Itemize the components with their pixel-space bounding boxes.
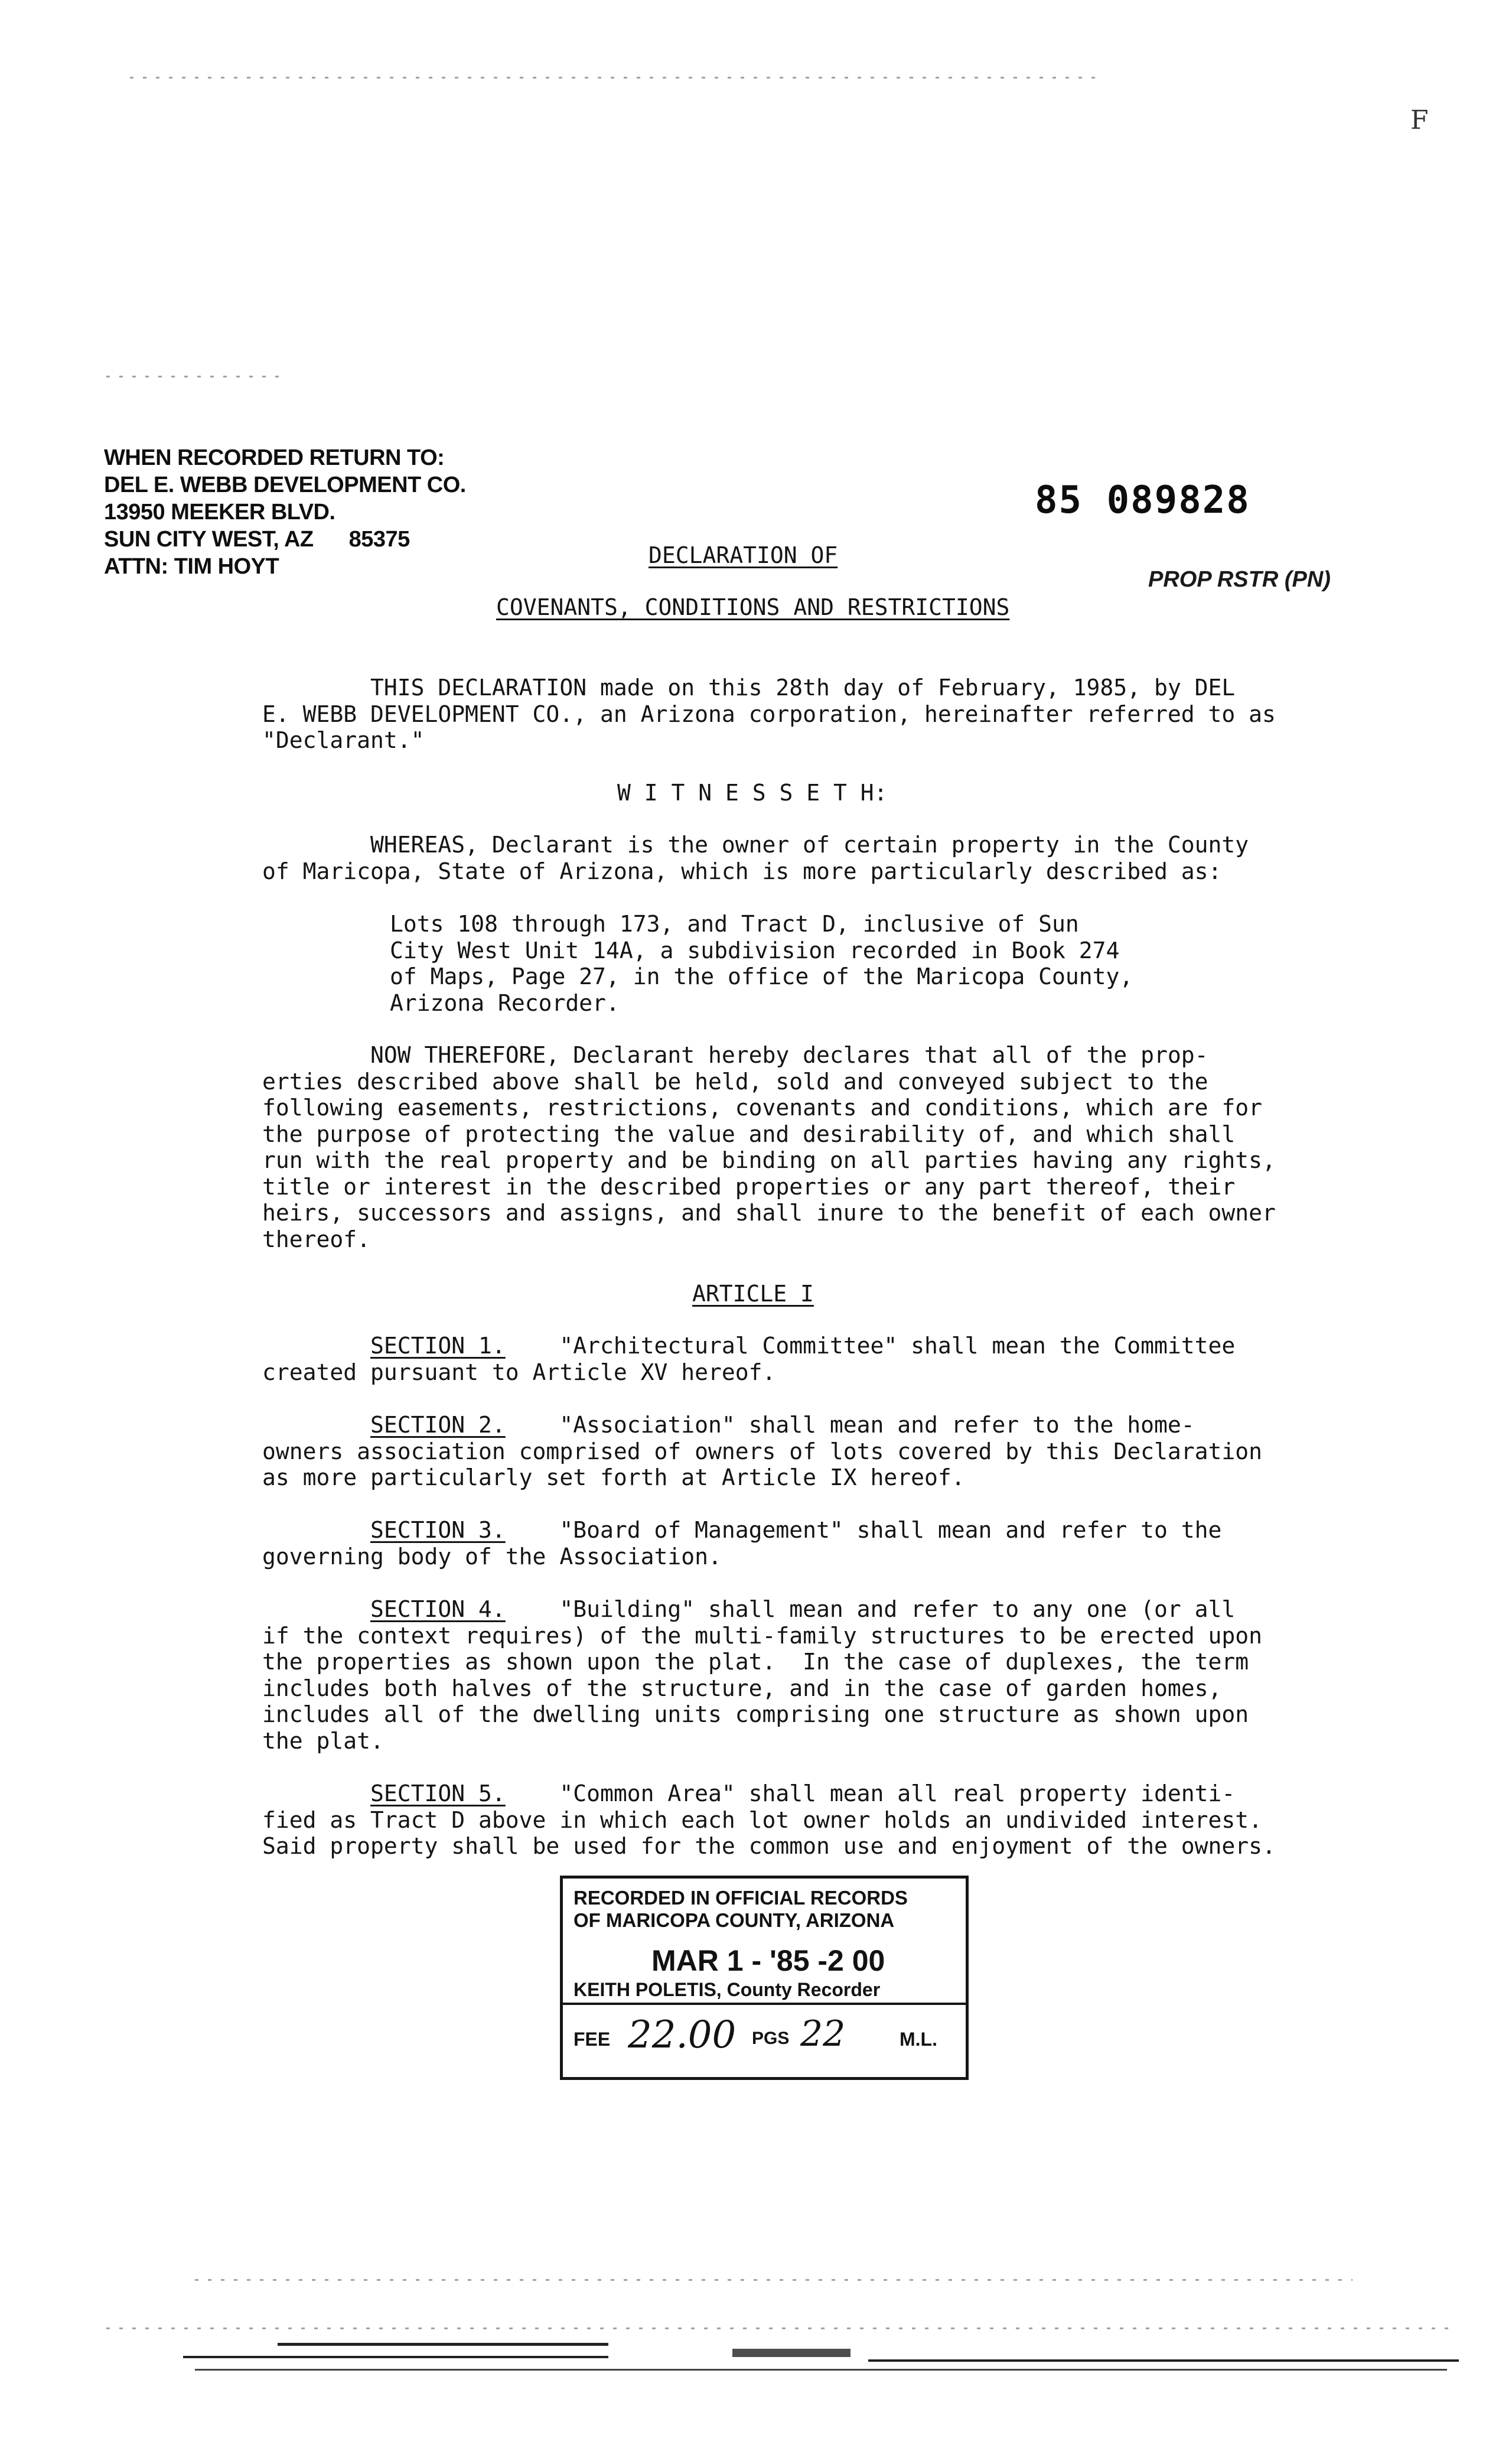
recorder-stamp (560, 1876, 969, 2080)
section-first-line (262, 1517, 1221, 1544)
legal-line: of Maps, Page 27, in the office of the Maricopa County, (390, 963, 1133, 989)
section-line: created pursuant to Article XV hereof. (262, 1359, 776, 1385)
scan-rule (195, 2369, 1447, 2371)
section-first-line (262, 1596, 1262, 1623)
scan-artifact-bottom (195, 2279, 1353, 2281)
body-line: following easements, restrictions, covenants and conditions, which are for (262, 1095, 1262, 1121)
return-line-3: 13950 MEEKER BLVD. (104, 500, 335, 525)
scan-artifact-bottom-2 (106, 2327, 1453, 2329)
stamp-line-1: RECORDED IN OFFICIAL RECORDS (573, 1887, 908, 1909)
section-line: as more particularly set forth at Article IX hereof. (262, 1464, 965, 1490)
section-line: the plat. (262, 1727, 384, 1754)
section-first-line (262, 1333, 1235, 1359)
section-3 (262, 1517, 1221, 1570)
return-address-block (104, 444, 466, 580)
body-line: NOW THEREFORE, Declarant hereby declares that all of the prop- (262, 1042, 1208, 1068)
scan-rule (278, 2343, 608, 2346)
stamp-divider (563, 2003, 966, 2005)
section-label: SECTION 3. (370, 1517, 506, 1543)
body-line: heirs, successors and assigns, and shall inure to the benefit of each owner (262, 1200, 1276, 1226)
return-line-2: DEL E. WEBB DEVELOPMENT CO. (104, 473, 466, 497)
witnesseth-heading: W I T N E S S E T H: (617, 780, 888, 806)
intro-line: THIS DECLARATION made on this 28th day of February, 1985, by DEL (262, 675, 1236, 701)
whereas-line: of Maricopa, State of Arizona, which is more particularly described as: (262, 858, 1222, 884)
now-therefore-paragraph (262, 1042, 1276, 1252)
stamp-fee-label: FEE (573, 2029, 611, 2050)
intro-line: "Declarant." (262, 727, 425, 753)
section-text: "Board of Management" shall mean and refer to the (505, 1517, 1222, 1543)
intro-line: E. WEBB DEVELOPMENT CO., an Arizona corporation, hereinafter referred to as (262, 701, 1276, 727)
stamp-pgs-label: PGS (752, 2029, 790, 2048)
whereas-paragraph (262, 832, 1249, 884)
stamp-recorder: KEITH POLETIS, County Recorder (573, 1979, 881, 2000)
body-line: erties described above shall be held, sold and conveyed subject to the (262, 1068, 1208, 1095)
section-text: "Building" shall mean and refer to any one (or all (505, 1596, 1236, 1622)
section-1 (262, 1333, 1235, 1385)
section-4 (262, 1596, 1262, 1754)
section-line: fied as Tract D above in which each lot owner holds an undivided interest. (262, 1806, 1262, 1833)
section-2 (262, 1412, 1262, 1491)
section-line: the properties as shown upon the plat. In the case of duplexes, the term (262, 1649, 1249, 1675)
section-text: "Association" shall mean and refer to the home- (505, 1412, 1195, 1438)
section-line: Said property shall be used for the common use and enjoyment of the owners. (262, 1833, 1276, 1859)
section-line: if the context requires) of the multi-family structures to be erected upon (262, 1622, 1262, 1649)
stamp-pgs-value: 22 (800, 2013, 846, 2055)
section-label: SECTION 2. (370, 1412, 506, 1438)
title-line-2: COVENANTS, CONDITIONS AND RESTRICTIONS (496, 594, 1010, 620)
section-text: "Architectural Committee" shall mean the Committee (505, 1333, 1236, 1359)
return-zip: 85375 (348, 527, 410, 552)
record-number: 85 089828 (1035, 478, 1250, 522)
legal-line: Arizona Recorder. (390, 989, 620, 1016)
section-label: SECTION 4. (370, 1596, 506, 1622)
section-label: SECTION 5. (370, 1780, 506, 1806)
stamp-line-2: OF MARICOPA COUNTY, ARIZONA (573, 1909, 895, 1931)
stamp-date: MAR 1 - '85 -2 00 (651, 1944, 885, 1977)
section-5 (262, 1780, 1276, 1860)
intro-paragraph (262, 675, 1276, 754)
body-line: run with the real property and be binding on all parties having any rights, (262, 1147, 1276, 1173)
section-text: "Common Area" shall mean all real property identi- (505, 1780, 1236, 1806)
section-first-line (262, 1780, 1276, 1807)
legal-line: City West Unit 14A, a subdivision recorded in Book 274 (390, 937, 1120, 963)
body-line: thereof. (262, 1226, 371, 1252)
section-label: SECTION 1. (370, 1333, 506, 1359)
scan-rule (732, 2349, 850, 2357)
stamp-fee-value: 22.00 (628, 2013, 737, 2057)
return-line-5: ATTN: TIM HOYT (104, 554, 279, 579)
section-first-line (262, 1412, 1262, 1438)
whereas-line: WHEREAS, Declarant is the owner of certain property in the County (262, 832, 1249, 858)
title-line-1: DECLARATION OF (649, 542, 838, 568)
legal-line: Lots 108 through 173, and Tract D, inclusive of Sun (390, 911, 1079, 937)
scan-rule (868, 2359, 1459, 2362)
legal-description (390, 911, 1133, 1016)
body-line: title or interest in the described properties or any part thereof, their (262, 1173, 1236, 1200)
return-line-1: WHEN RECORDED RETURN TO: (104, 445, 445, 470)
section-line: governing body of the Association. (262, 1543, 722, 1570)
article-heading: ARTICLE I (692, 1281, 814, 1307)
corner-mark: F (1410, 105, 1429, 135)
scan-rule (183, 2356, 608, 2358)
document-code: PROP RSTR (PN) (1148, 567, 1331, 592)
scan-artifact-small (106, 376, 284, 377)
return-city: SUN CITY WEST, AZ (104, 527, 314, 552)
return-line-4 (104, 526, 466, 553)
scan-artifact-top (130, 77, 1104, 79)
body-line: the purpose of protecting the value and desirability of, and which shall (262, 1121, 1236, 1147)
stamp-initials: M.L. (900, 2029, 937, 2050)
section-line: owners association comprised of owners of lots covered by this Declaration (262, 1438, 1262, 1464)
section-line: includes both halves of the structure, and in the case of garden homes, (262, 1675, 1222, 1701)
section-line: includes all of the dwelling units comprising one structure as shown upon (262, 1701, 1249, 1727)
